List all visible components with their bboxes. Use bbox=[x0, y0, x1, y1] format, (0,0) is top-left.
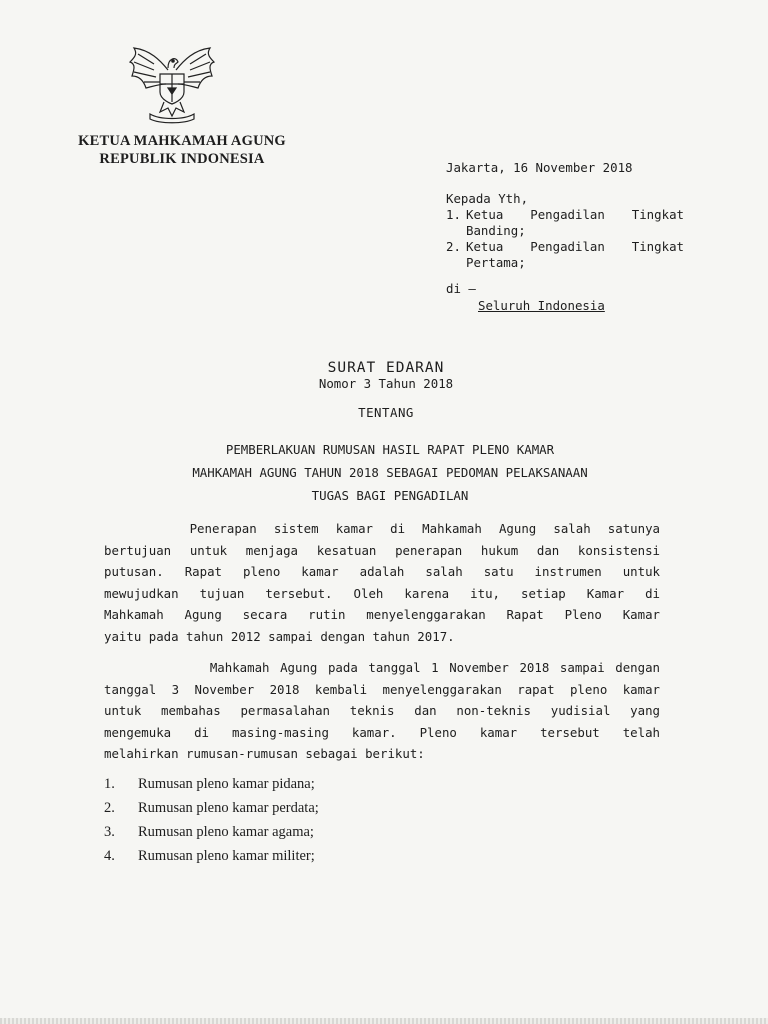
letter-subject bbox=[110, 438, 670, 507]
subject-line: PEMBERLAKUAN RUMUSAN HASIL RAPAT PLENO KAMAR bbox=[225, 442, 555, 457]
garuda-emblem-icon bbox=[124, 40, 220, 124]
list-text: Rumusan pleno kamar perdata; bbox=[138, 800, 319, 816]
recipient-word: Pengadilan bbox=[530, 207, 605, 222]
di-label: di – bbox=[446, 281, 476, 296]
recipient-item bbox=[446, 239, 684, 255]
paragraph-line: mewujudkan tujuan tersebut. Oleh karena itu, setiap Kamar di bbox=[104, 585, 660, 601]
recipient-item bbox=[446, 207, 684, 223]
paragraph-line: Mahkamah Agung secara rutin menyelenggarakan Rapat Pleno Kamar bbox=[104, 607, 660, 622]
paragraph-line: yaitu pada tahun 2012 sampai dengan tahun 2017. bbox=[104, 628, 455, 644]
list-number: 1. bbox=[104, 776, 115, 792]
issuer-line-1: KETUA MAHKAMAH AGUNG bbox=[78, 133, 286, 149]
recipient-number: 2. bbox=[446, 239, 461, 254]
recipient-continuation: Banding; bbox=[466, 223, 526, 238]
recipient-word: Tingkat bbox=[631, 239, 684, 254]
rumusan-list bbox=[104, 772, 504, 868]
subject-line: TUGAS BAGI PENGADILAN bbox=[311, 488, 469, 503]
recipient-continuation: Pertama; bbox=[466, 255, 526, 270]
about-label: TENTANG bbox=[358, 405, 414, 420]
paragraph-1 bbox=[104, 518, 660, 647]
list-text: Rumusan pleno kamar militer; bbox=[138, 848, 315, 864]
paragraph-line: putusan. Rapat pleno kamar adalah salah satu instrumen untuk bbox=[104, 564, 660, 579]
scan-edge bbox=[0, 1018, 768, 1024]
issuer-line-2: REPUBLIK INDONESIA bbox=[99, 151, 265, 167]
letter-number: Nomor 3 Tahun 2018 bbox=[318, 376, 454, 391]
paragraph-line: bertujuan untuk menjaga kesatuan penerapan hukum dan konsistensi bbox=[104, 542, 660, 558]
paragraph-2 bbox=[104, 657, 660, 765]
recipients-intro: Kepada Yth, bbox=[446, 191, 529, 206]
paragraph-line: tanggal 3 November 2018 kembali menyelenggarakan rapat pleno kamar bbox=[104, 681, 660, 697]
recipient-word: Pengadilan bbox=[530, 239, 605, 254]
list-item bbox=[104, 772, 504, 796]
list-number: 4. bbox=[104, 848, 115, 864]
recipient-word: Ketua bbox=[466, 239, 504, 254]
issuer-heading bbox=[62, 132, 302, 168]
list-number: 3. bbox=[104, 824, 115, 840]
recipients-block bbox=[446, 191, 684, 271]
paragraph-line: Mahkamah Agung pada tanggal 1 November 2018 sampai dengan bbox=[104, 660, 660, 675]
paragraph-line: Penerapan sistem kamar di Mahkamah Agung salah satunya bbox=[104, 521, 660, 536]
paragraph-line: melahirkan rumusan-rumusan sebagai berikut: bbox=[104, 746, 425, 761]
destination: Seluruh Indonesia bbox=[478, 298, 605, 313]
list-item bbox=[104, 820, 504, 844]
list-text: Rumusan pleno kamar agama; bbox=[138, 824, 314, 840]
list-item bbox=[104, 844, 504, 868]
subject-line: MAHKAMAH AGUNG TAHUN 2018 SEBAGAI PEDOMAN PELAKSANAAN bbox=[192, 465, 588, 480]
recipient-word: Tingkat bbox=[631, 207, 684, 222]
list-text: Rumusan pleno kamar pidana; bbox=[138, 776, 315, 792]
paragraph-line: mengemuka di masing-masing kamar. Pleno kamar tersebut telah bbox=[104, 724, 660, 740]
recipient-number: 1. bbox=[446, 207, 461, 222]
list-item bbox=[104, 796, 504, 820]
recipient-word: Ketua bbox=[466, 207, 504, 222]
list-number: 2. bbox=[104, 800, 115, 816]
place-and-date: Jakarta, 16 November 2018 bbox=[446, 160, 633, 175]
paragraph-line: untuk membahas permasalahan teknis dan non-teknis yudisial yang bbox=[104, 703, 660, 718]
letter-title: SURAT EDARAN bbox=[327, 360, 445, 376]
